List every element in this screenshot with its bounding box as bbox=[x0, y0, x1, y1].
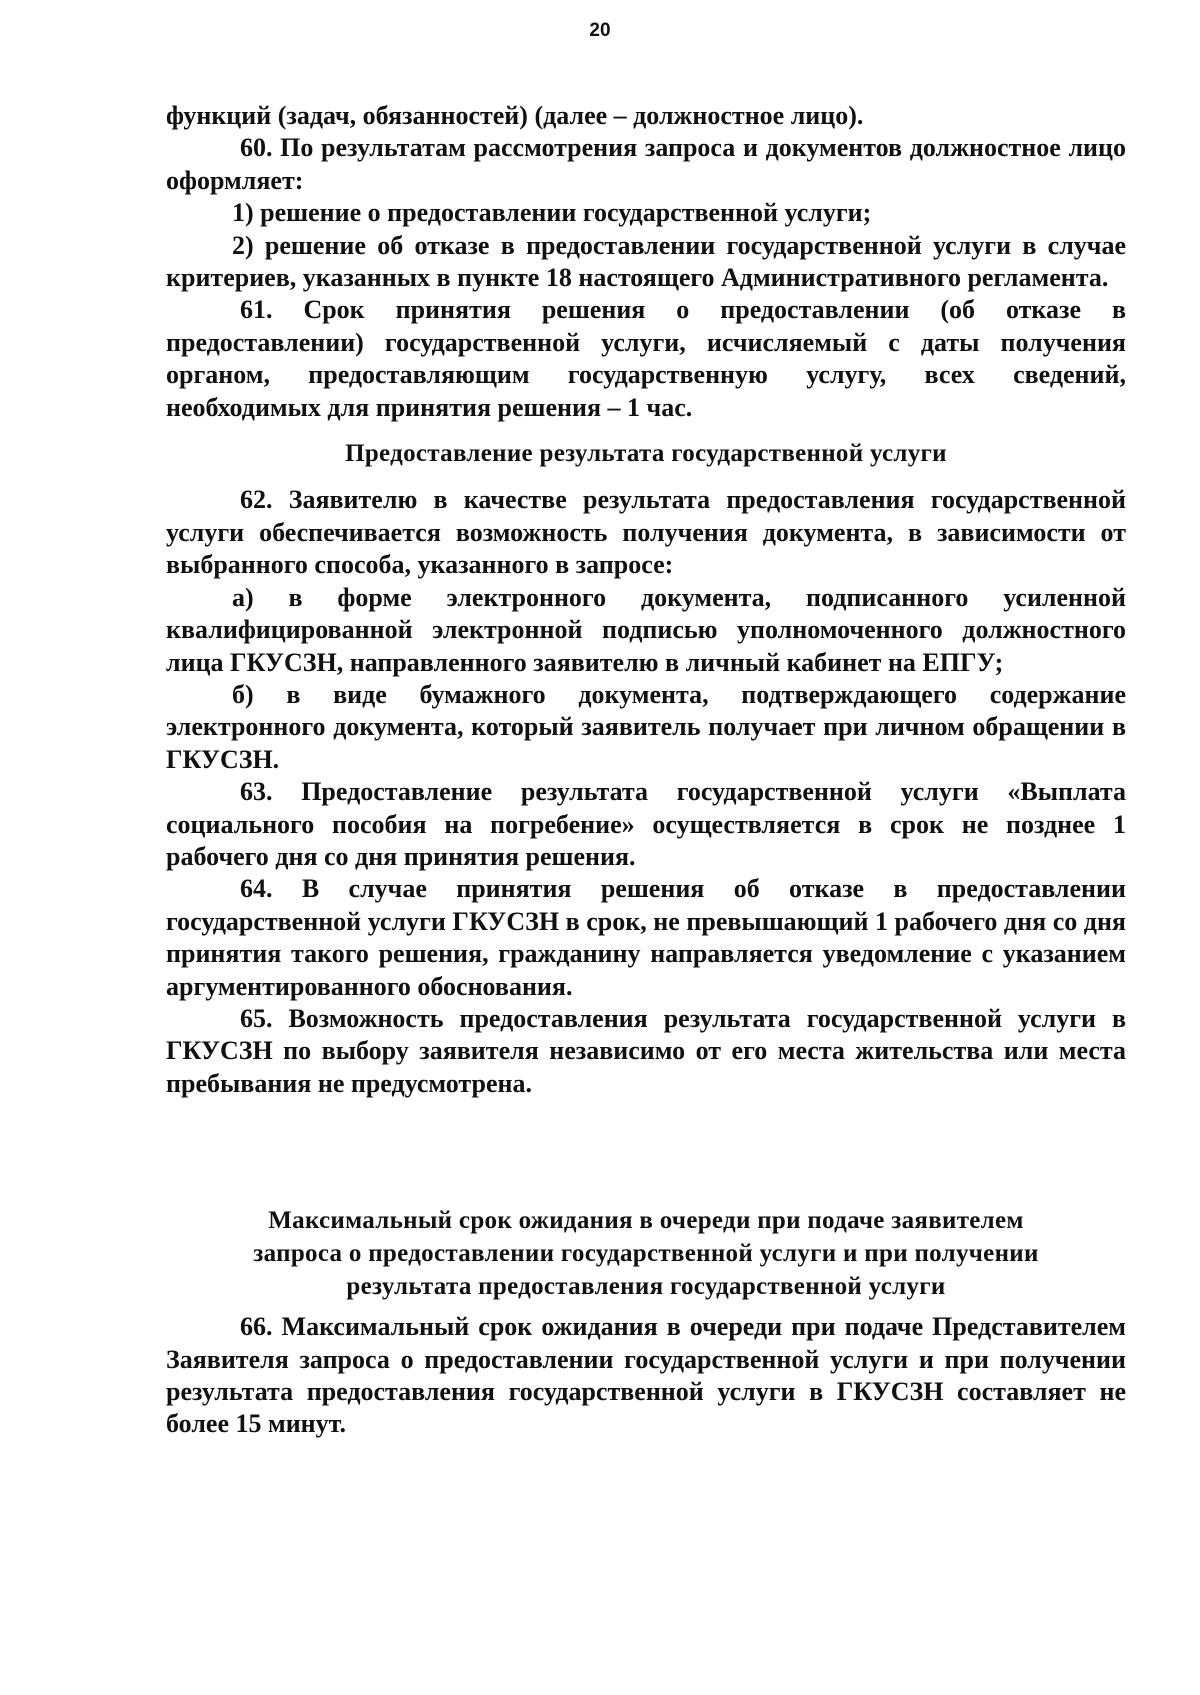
paragraph-60-item-1: 1) решение о предоставлении государственной услуги; bbox=[232, 198, 872, 228]
section-heading-queue bbox=[166, 1204, 1126, 1303]
paragraph-60-item-2: 2) решение об отказе в предоставлении государственной услуги в случае критериев, указанных в пункте 18 настоящего Административного регламента. bbox=[166, 230, 1126, 293]
paragraph-64: 64. В случае принятия решения об отказе в предоставлении государственной услуги ГКУСЗН в срок, не превышающий 1 рабочего дня со дня принятия такого решения, гражданину направляется уведомление с указанием аргументированного обоснования. bbox=[166, 874, 1126, 1001]
section-heading-queue-line-2: запроса о предоставлении государственной услуги и при получении bbox=[253, 1240, 1039, 1268]
section-heading-result: Предоставление результата государственной услуги bbox=[345, 440, 947, 468]
paragraph-61: 61. Срок принятия решения о предоставлении (об отказе в предоставлении) государственной услуги, исчисляемый с даты получения органом, предоставляющим государственную услугу, всех сведений, необходимых для принятия решения – 1 час. bbox=[166, 295, 1126, 422]
paragraph-continuation: функций (задач, обязанностей) (далее – должностное лицо). bbox=[166, 101, 864, 130]
paragraph-65: 65. Возможность предоставления результата государственной услуги в ГКУСЗН по выбору заявителя независимо от его места жительства или места пребывания не предусмотрена. bbox=[166, 1003, 1126, 1098]
section-heading-queue-line-1: Максимальный срок ожидания в очереди при подаче заявителем bbox=[268, 1207, 1024, 1235]
paragraph-62: 62. Заявителю в качестве результата предоставления государственной услуги обеспечивается возможность получения документа, в зависимости от выбранного способа, указанного в запросе: bbox=[166, 485, 1126, 580]
paragraph-63: 63. Предоставление результата государственной услуги «Выплата социального пособия на погребение» осуществляется в срок не позднее 1 рабочего дня со дня принятия решения. bbox=[166, 777, 1126, 871]
section-heading-queue-line-3: результата предоставления государственной услуги bbox=[346, 1273, 946, 1301]
paragraph-62-item-b: б) в виде бумажного документа, подтверждающего содержание электронного документа, который заявитель получает при личном обращении в ГКУСЗН. bbox=[166, 679, 1126, 774]
paragraph-66: 66. Максимальный срок ожидания в очереди при подаче Представителем Заявителя запроса о предоставлении государственной услуги и при получении результата предоставления государственной услуги в ГКУСЗН составляет не более 15 минут. bbox=[166, 1312, 1126, 1439]
document-body bbox=[166, 100, 1126, 1441]
paragraph-62-item-a: а) в форме электронного документа, подписанного усиленной квалифицированной электронной подписью уполномоченного должностного лица ГКУСЗН, направленного заявителю в личный кабинет на ЕПГУ; bbox=[166, 582, 1126, 677]
page-number: 20 bbox=[589, 20, 611, 41]
paragraph-60: 60. По результатам рассмотрения запроса и документов должностное лицо оформляет: bbox=[166, 133, 1126, 195]
